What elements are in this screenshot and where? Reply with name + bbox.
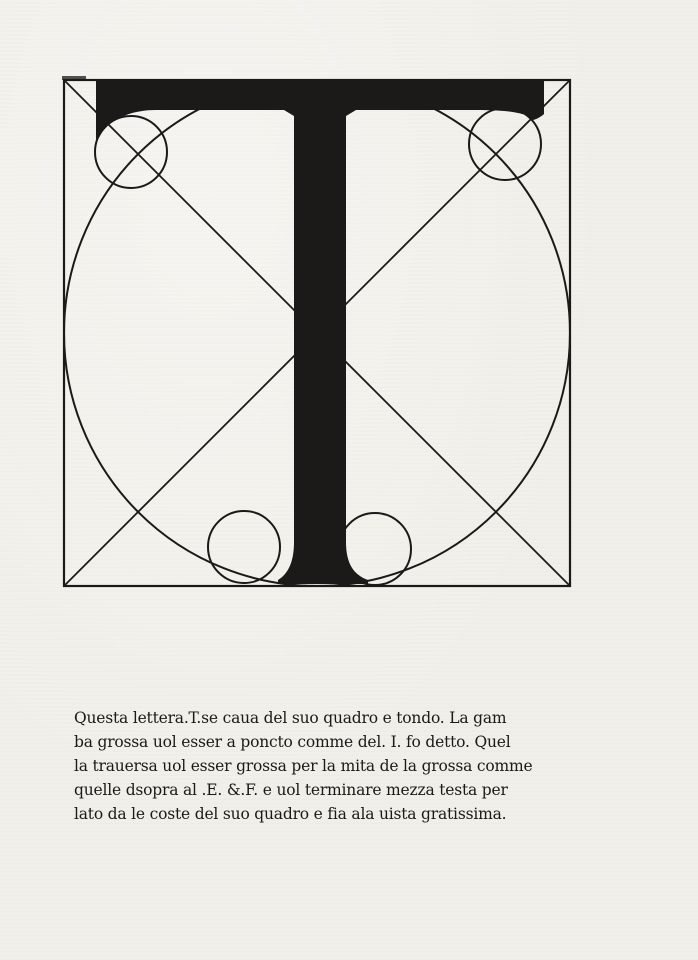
text-line-3: la trauersa uol esser grossa per la mita de la grossa comme [74, 757, 533, 775]
text-line-4: quelle dsopra al .E. &.F. e uol terminare mezza testa per [74, 781, 508, 799]
letter-t-glyph [96, 81, 544, 584]
serif-circle-bottom-left [208, 511, 280, 583]
text-line-5: lato da le coste del suo quadro e fia ala uista gratissima. [74, 805, 507, 823]
description-paragraph [74, 706, 594, 826]
letter-t-svg [56, 72, 576, 592]
text-line-1: Questa lettera.T.se caua del suo quadro e tondo. La gam [74, 709, 507, 727]
ink-mark [62, 76, 86, 80]
text-line-2: ba grossa uol esser a poncto comme del. I. fo detto. Quel [74, 733, 511, 751]
letter-t-construction-diagram [56, 72, 576, 592]
